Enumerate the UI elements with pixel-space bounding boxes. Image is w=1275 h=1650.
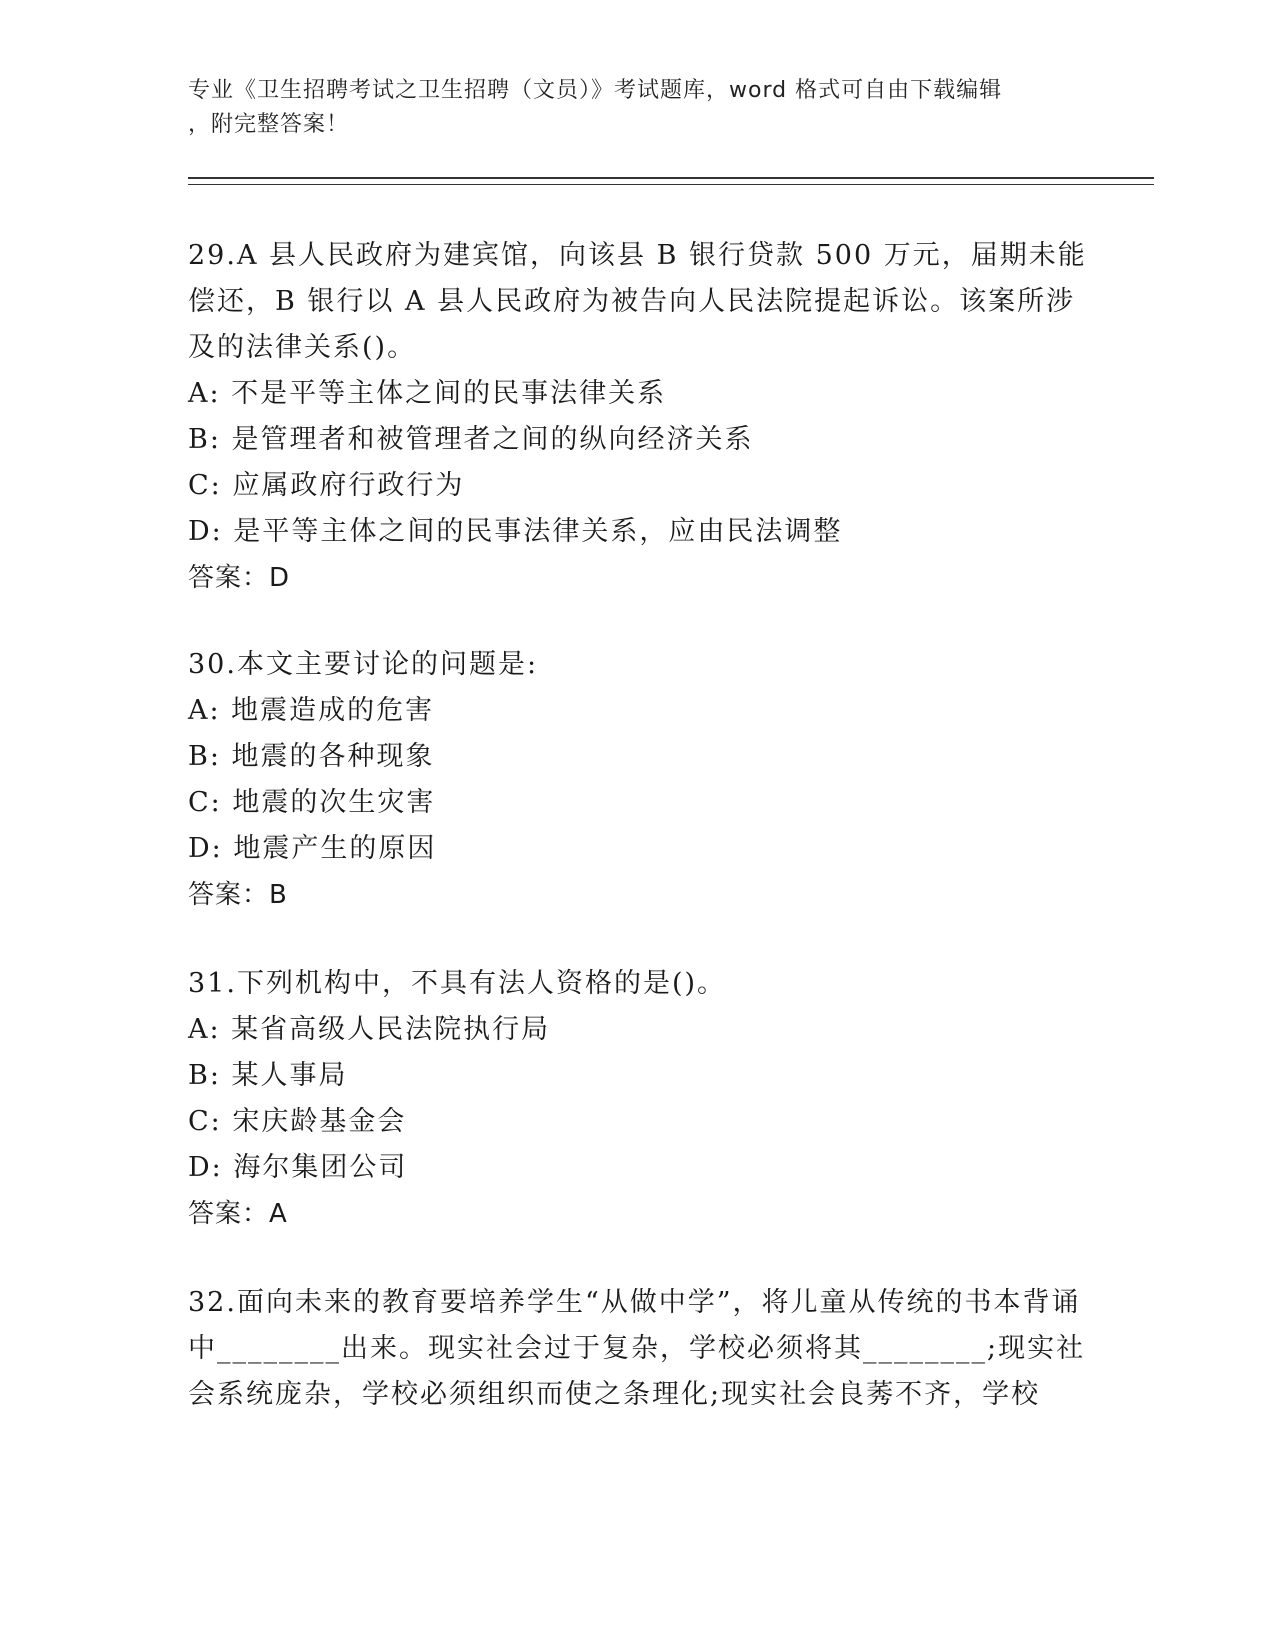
- page-header: [188, 74, 1068, 142]
- question-stem: 31.下列机构中，不具有法人资格的是()。: [188, 968, 727, 999]
- answer: 答案：B: [188, 880, 288, 910]
- header-text-line-1: 专业《卫生招聘考试之卫生招聘（文员）》考试题库，word 格式可自由下载编辑: [188, 78, 1003, 103]
- header-divider-thick: [188, 177, 1154, 179]
- option-b: B: 某人事局: [188, 1060, 348, 1091]
- question-stem: 29.A 县人民政府为建宾馆，向该县 B 银行贷款 500 万元，届期未能偿还，B 银行以 A 县人民政府为被告向人民法院提起诉讼。该案所涉及的法律关系()。: [188, 240, 1087, 363]
- header-divider-thin: [188, 184, 1154, 185]
- question-29: [188, 233, 1088, 601]
- header-text-line-2: ，附完整答案！: [188, 112, 350, 137]
- option-a: A: 某省高级人民法院执行局: [188, 1014, 551, 1045]
- answer: 答案：A: [188, 1199, 288, 1229]
- option-b: B: 是管理者和被管理者之间的纵向经济关系: [188, 424, 754, 455]
- question-30: [188, 642, 1088, 918]
- option-c: C: 地震的次生灾害: [188, 787, 436, 818]
- answer: 答案：D: [188, 563, 291, 593]
- option-d: D: 地震产生的原因: [188, 833, 437, 864]
- option-a: A: 地震造成的危害: [188, 695, 435, 726]
- question-stem: 30.本文主要讨论的问题是:: [188, 649, 539, 680]
- option-c: C: 应属政府行政行为: [188, 470, 465, 501]
- question-stem: 32.面向未来的教育要培养学生“从做中学”，将儿童从传统的书本背诵中________出来。现实社会过于复杂，学校必须将其________;现实社会系统庞杂，学校必须组织而使之条理化;现实社会良莠不齐，学校: [188, 1287, 1086, 1410]
- question-32: [188, 1280, 1088, 1418]
- option-c: C: 宋庆龄基金会: [188, 1106, 407, 1137]
- option-d: D: 是平等主体之间的民事法律关系，应由民法调整: [188, 516, 843, 547]
- option-d: D: 海尔集团公司: [188, 1152, 408, 1183]
- option-a: A: 不是平等主体之间的民事法律关系: [188, 378, 667, 409]
- question-31: [188, 961, 1088, 1237]
- option-b: B: 地震的各种现象: [188, 741, 435, 772]
